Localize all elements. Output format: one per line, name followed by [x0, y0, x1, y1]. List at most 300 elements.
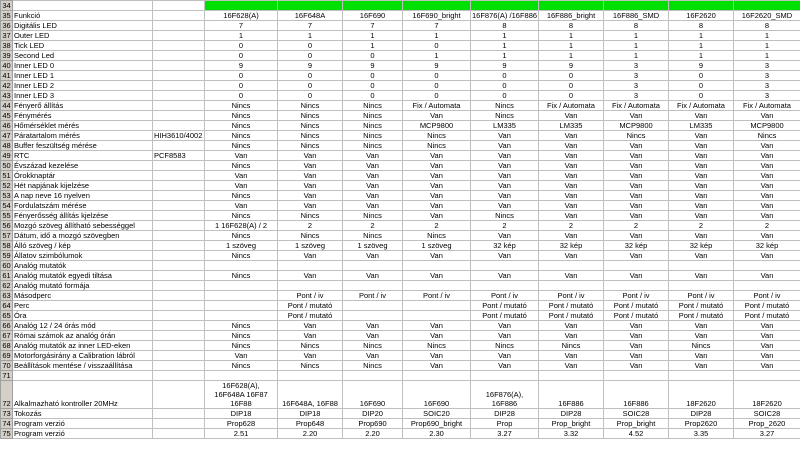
table-cell[interactable]: MCP9800	[734, 121, 800, 131]
table-cell[interactable]: Nincs	[734, 131, 800, 141]
row-header[interactable]: 53	[2, 191, 11, 200]
table-cell[interactable]: Nincs	[278, 211, 343, 221]
table-cell[interactable]: Van	[669, 361, 734, 371]
table-cell[interactable]: Van	[669, 351, 734, 361]
table-cell[interactable]: Van	[604, 351, 669, 361]
table-cell[interactable]: 0	[205, 91, 278, 101]
row-header[interactable]: 67	[2, 331, 11, 340]
table-cell[interactable]: 2.20	[343, 429, 403, 439]
row-header[interactable]: 38	[2, 41, 11, 50]
table-cell[interactable]: SOIC28	[604, 409, 669, 419]
table-cell[interactable]: 0	[205, 51, 278, 61]
table-cell[interactable]: Van	[343, 201, 403, 211]
table-cell[interactable]: 0	[278, 91, 343, 101]
table-cell[interactable]: Van	[604, 111, 669, 121]
row-label-cell[interactable]: RTC	[13, 151, 153, 161]
table-cell[interactable]: 0	[471, 81, 539, 91]
table-cell[interactable]: Nincs	[539, 341, 604, 351]
table-cell[interactable]: Van	[604, 211, 669, 221]
table-cell[interactable]: Pont / iv	[403, 291, 471, 301]
table-cell[interactable]: Van	[734, 191, 800, 201]
table-cell[interactable]: 0	[403, 81, 471, 91]
note-cell[interactable]	[153, 321, 205, 331]
table-cell[interactable]: 3	[734, 61, 800, 71]
table-cell[interactable]: Van	[669, 171, 734, 181]
table-cell[interactable]: 1	[403, 51, 471, 61]
table-cell[interactable]: 1	[539, 51, 604, 61]
table-cell[interactable]	[205, 291, 278, 301]
table-cell[interactable]: Van	[343, 331, 403, 341]
table-cell[interactable]: Van	[539, 231, 604, 241]
table-cell[interactable]: DIP28	[471, 409, 539, 419]
note-cell[interactable]	[153, 41, 205, 51]
table-cell[interactable]	[343, 371, 403, 381]
note-cell[interactable]	[153, 91, 205, 101]
table-cell[interactable]: Van	[343, 161, 403, 171]
table-cell[interactable]: Van	[734, 271, 800, 281]
table-cell[interactable]: Pont / mutató	[734, 311, 800, 321]
table-cell[interactable]	[278, 281, 343, 291]
table-cell[interactable]: 16F690_bright	[403, 11, 471, 21]
note-cell[interactable]	[153, 101, 205, 111]
table-cell[interactable]: Van	[471, 191, 539, 201]
table-cell[interactable]: 16F690	[403, 381, 471, 409]
table-cell[interactable]: Van	[403, 191, 471, 201]
table-cell[interactable]: Van	[734, 111, 800, 121]
table-cell[interactable]: Nincs	[205, 331, 278, 341]
table-cell[interactable]: 0	[539, 71, 604, 81]
row-label-cell[interactable]: Másodperc	[13, 291, 153, 301]
row-header[interactable]: 66	[2, 321, 11, 330]
table-cell[interactable]: Fix / Automata	[539, 101, 604, 111]
table-cell[interactable]: 18F2620	[669, 381, 734, 409]
table-cell[interactable]: Van	[205, 351, 278, 361]
table-cell[interactable]: Van	[278, 251, 343, 261]
table-cell[interactable]: Van	[403, 181, 471, 191]
note-cell[interactable]	[153, 351, 205, 361]
row-header[interactable]: 74	[2, 419, 11, 428]
table-cell[interactable]: Van	[604, 361, 669, 371]
table-cell[interactable]: Nincs	[205, 271, 278, 281]
table-cell[interactable]: Nincs	[278, 341, 343, 351]
row-header[interactable]: 39	[2, 51, 11, 60]
table-cell[interactable]: 7	[343, 21, 403, 31]
table-cell[interactable]: Van	[669, 141, 734, 151]
table-cell[interactable]: Nincs	[205, 231, 278, 241]
table-cell[interactable]: Van	[278, 151, 343, 161]
table-cell[interactable]: Nincs	[343, 101, 403, 111]
table-cell[interactable]: Van	[471, 361, 539, 371]
table-cell[interactable]: Nincs	[471, 111, 539, 121]
table-cell[interactable]: Pont / iv	[471, 291, 539, 301]
row-header[interactable]: 70	[2, 361, 11, 370]
row-header[interactable]: 49	[2, 151, 11, 160]
table-cell[interactable]	[278, 1, 343, 11]
table-cell[interactable]: Nincs	[343, 361, 403, 371]
row-label-cell[interactable]: Fényerősség állítás kjelzése	[13, 211, 153, 221]
table-cell[interactable]: Van	[734, 201, 800, 211]
table-cell[interactable]: 1	[669, 41, 734, 51]
row-label-cell[interactable]: Dátum, idő a mozgó szövegben	[13, 231, 153, 241]
table-cell[interactable]: 0	[205, 81, 278, 91]
table-cell[interactable]: Van	[205, 181, 278, 191]
table-cell[interactable]: 3	[604, 81, 669, 91]
row-header[interactable]: 60	[2, 261, 11, 270]
table-cell[interactable]: Van	[471, 251, 539, 261]
table-cell[interactable]: Van	[403, 331, 471, 341]
table-cell[interactable]: Nincs	[669, 341, 734, 351]
table-cell[interactable]: 1	[734, 51, 800, 61]
table-cell[interactable]: Nincs	[205, 361, 278, 371]
table-cell[interactable]: Van	[343, 181, 403, 191]
table-cell[interactable]: 3	[734, 71, 800, 81]
table-cell[interactable]: Van	[539, 161, 604, 171]
row-label-cell[interactable]: Óra	[13, 311, 153, 321]
table-cell[interactable]: Nincs	[343, 341, 403, 351]
table-cell[interactable]: 0	[278, 41, 343, 51]
table-cell[interactable]: 2	[604, 221, 669, 231]
table-cell[interactable]	[343, 261, 403, 271]
table-cell[interactable]: Van	[403, 361, 471, 371]
table-cell[interactable]: Van	[734, 141, 800, 151]
table-cell[interactable]: 3	[604, 71, 669, 81]
table-cell[interactable]	[403, 301, 471, 311]
table-cell[interactable]: Van	[669, 321, 734, 331]
table-cell[interactable]: 3.35	[669, 429, 734, 439]
table-cell[interactable]: Van	[403, 211, 471, 221]
table-cell[interactable]: Van	[403, 351, 471, 361]
table-cell[interactable]: DIP20	[343, 409, 403, 419]
table-cell[interactable]	[403, 1, 471, 11]
table-cell[interactable]	[205, 301, 278, 311]
table-cell[interactable]: Van	[471, 141, 539, 151]
table-cell[interactable]: Van	[539, 351, 604, 361]
table-cell[interactable]: 1	[205, 31, 278, 41]
row-label-cell[interactable]: Évszázad kezelése	[13, 161, 153, 171]
table-cell[interactable]: Van	[604, 331, 669, 341]
table-cell[interactable]: 16F2620	[669, 11, 734, 21]
table-cell[interactable]: DIP28	[539, 409, 604, 419]
note-cell[interactable]	[153, 51, 205, 61]
table-cell[interactable]	[539, 371, 604, 381]
table-cell[interactable]	[604, 281, 669, 291]
table-cell[interactable]: MCP9800	[604, 121, 669, 131]
table-cell[interactable]: Nincs	[343, 111, 403, 121]
row-header[interactable]: 35	[2, 11, 11, 20]
row-label-cell[interactable]: Funkció	[13, 11, 153, 21]
table-cell[interactable]: Nincs	[471, 341, 539, 351]
table-cell[interactable]: Van	[403, 171, 471, 181]
row-header[interactable]: 65	[2, 311, 11, 320]
table-cell[interactable]: 0	[343, 91, 403, 101]
table-cell[interactable]: Van	[734, 331, 800, 341]
table-cell[interactable]: 1 16F628(A) / 2	[205, 221, 278, 231]
table-cell[interactable]	[343, 311, 403, 321]
note-cell[interactable]	[153, 61, 205, 71]
table-cell[interactable]: Nincs	[471, 211, 539, 221]
table-cell[interactable]: 1	[471, 41, 539, 51]
table-cell[interactable]: Van	[539, 201, 604, 211]
table-cell[interactable]: DIP28	[669, 409, 734, 419]
row-label-cell[interactable]: Álló szöveg / kép	[13, 241, 153, 251]
row-header[interactable]: 47	[2, 131, 11, 140]
table-cell[interactable]	[734, 371, 800, 381]
table-cell[interactable]: 2	[403, 221, 471, 231]
table-cell[interactable]: Pont / mutató	[669, 311, 734, 321]
table-cell[interactable]: Pont / iv	[604, 291, 669, 301]
table-cell[interactable]	[669, 281, 734, 291]
note-cell[interactable]	[153, 31, 205, 41]
table-cell[interactable]: Van	[539, 111, 604, 121]
note-cell[interactable]	[153, 261, 205, 271]
table-cell[interactable]	[539, 281, 604, 291]
table-cell[interactable]	[343, 301, 403, 311]
table-cell[interactable]: Van	[539, 181, 604, 191]
table-cell[interactable]: 16F886	[539, 381, 604, 409]
table-cell[interactable]: 8	[734, 21, 800, 31]
table-cell[interactable]: Nincs	[205, 191, 278, 201]
table-cell[interactable]: 0	[403, 41, 471, 51]
note-cell[interactable]	[153, 301, 205, 311]
table-cell[interactable]	[539, 1, 604, 11]
row-header[interactable]: 51	[2, 171, 11, 180]
table-cell[interactable]: Nincs	[403, 141, 471, 151]
table-cell[interactable]: Van	[403, 161, 471, 171]
table-cell[interactable]: 3	[604, 61, 669, 71]
table-cell[interactable]: Van	[278, 171, 343, 181]
note-cell[interactable]	[153, 361, 205, 371]
table-cell[interactable]: Van	[604, 151, 669, 161]
row-header[interactable]: 62	[2, 281, 11, 290]
table-cell[interactable]: 3.27	[471, 429, 539, 439]
table-cell[interactable]	[403, 371, 471, 381]
table-cell[interactable]: 2	[669, 221, 734, 231]
row-header[interactable]: 34	[2, 1, 11, 10]
table-cell[interactable]: Van	[734, 231, 800, 241]
table-cell[interactable]: Fix / Automata	[734, 101, 800, 111]
note-cell[interactable]	[153, 241, 205, 251]
table-cell[interactable]: Van	[403, 321, 471, 331]
table-cell[interactable]: Van	[604, 171, 669, 181]
table-cell[interactable]	[403, 311, 471, 321]
table-cell[interactable]	[471, 261, 539, 271]
table-cell[interactable]: 0	[343, 71, 403, 81]
table-cell[interactable]: 8	[604, 21, 669, 31]
table-cell[interactable]: 0	[669, 71, 734, 81]
table-cell[interactable]	[205, 281, 278, 291]
table-cell[interactable]: Nincs	[343, 231, 403, 241]
table-cell[interactable]: Pont / mutató	[669, 301, 734, 311]
table-cell[interactable]: Pont / mutató	[278, 311, 343, 321]
note-cell[interactable]	[153, 181, 205, 191]
row-label-cell[interactable]: Inner LED 3	[13, 91, 153, 101]
table-cell[interactable]: 1	[471, 51, 539, 61]
row-label-cell[interactable]: Beállítások mentése / visszaállítása	[13, 361, 153, 371]
table-cell[interactable]: Van	[278, 271, 343, 281]
table-cell[interactable]: Van	[604, 191, 669, 201]
table-cell[interactable]: Pont / mutató	[539, 301, 604, 311]
table-cell[interactable]: Van	[734, 171, 800, 181]
table-cell[interactable]: Van	[539, 171, 604, 181]
table-cell[interactable]: 16F648A	[278, 11, 343, 21]
table-cell[interactable]: 2.30	[403, 429, 471, 439]
table-cell[interactable]: Van	[278, 331, 343, 341]
note-cell[interactable]	[153, 161, 205, 171]
table-cell[interactable]: Van	[669, 211, 734, 221]
table-cell[interactable]: Nincs	[278, 121, 343, 131]
table-cell[interactable]	[734, 261, 800, 271]
table-cell[interactable]: 0	[278, 81, 343, 91]
table-cell[interactable]: 9	[669, 61, 734, 71]
table-cell[interactable]: Nincs	[278, 131, 343, 141]
table-cell[interactable]: Pont / iv	[734, 291, 800, 301]
row-header[interactable]: 41	[2, 71, 11, 80]
table-cell[interactable]: 1	[604, 51, 669, 61]
table-cell[interactable]: Nincs	[205, 251, 278, 261]
note-cell[interactable]	[153, 371, 205, 381]
table-cell[interactable]: Van	[471, 351, 539, 361]
table-cell[interactable]: 1 szöveg	[403, 241, 471, 251]
note-cell[interactable]	[153, 201, 205, 211]
table-cell[interactable]: Van	[403, 271, 471, 281]
table-cell[interactable]: Van	[734, 161, 800, 171]
table-cell[interactable]: Van	[604, 201, 669, 211]
row-header[interactable]: 56	[2, 221, 11, 230]
table-cell[interactable]: Van	[734, 151, 800, 161]
table-cell[interactable]: 0	[539, 81, 604, 91]
table-cell[interactable]: 0	[278, 71, 343, 81]
row-header[interactable]: 71	[2, 371, 11, 380]
table-cell[interactable]: 7	[205, 21, 278, 31]
table-cell[interactable]: Van	[604, 161, 669, 171]
table-cell[interactable]: Van	[539, 211, 604, 221]
table-cell[interactable]: 2	[471, 221, 539, 231]
row-header[interactable]: 63	[2, 291, 11, 300]
table-cell[interactable]: Van	[205, 201, 278, 211]
table-cell[interactable]: Prop	[471, 419, 539, 429]
table-cell[interactable]: Nincs	[205, 131, 278, 141]
table-cell[interactable]: Van	[205, 151, 278, 161]
note-cell[interactable]	[153, 21, 205, 31]
table-cell[interactable]: Van	[278, 161, 343, 171]
table-cell[interactable]: 9	[403, 61, 471, 71]
table-cell[interactable]	[539, 261, 604, 271]
table-cell[interactable]: Van	[539, 321, 604, 331]
table-cell[interactable]: 4.52	[604, 429, 669, 439]
table-cell[interactable]: Nincs	[278, 231, 343, 241]
table-cell[interactable]: Van	[278, 351, 343, 361]
table-cell[interactable]: Van	[539, 251, 604, 261]
table-cell[interactable]	[403, 261, 471, 271]
table-cell[interactable]: SOIC28	[734, 409, 800, 419]
table-cell[interactable]: Van	[278, 181, 343, 191]
row-label-cell[interactable]: Motorforgásirány a Calibration lábról	[13, 351, 153, 361]
note-cell[interactable]	[153, 81, 205, 91]
table-cell[interactable]: Van	[669, 231, 734, 241]
note-cell[interactable]	[153, 1, 205, 11]
note-cell[interactable]	[153, 331, 205, 341]
table-cell[interactable]: Van	[471, 201, 539, 211]
table-cell[interactable]: Pont / mutató	[539, 311, 604, 321]
row-label-cell[interactable]: Analóg mutatók az inner LED-eken	[13, 341, 153, 351]
table-cell[interactable]: Van	[669, 191, 734, 201]
row-label-cell[interactable]: Tokozás	[13, 409, 153, 419]
table-cell[interactable]: 9	[205, 61, 278, 71]
row-header[interactable]: 50	[2, 161, 11, 170]
row-header[interactable]: 44	[2, 101, 11, 110]
table-cell[interactable]: Nincs	[205, 321, 278, 331]
table-cell[interactable]: 3	[734, 91, 800, 101]
table-cell[interactable]: Van	[539, 331, 604, 341]
row-label-cell[interactable]: Inner LED 1	[13, 71, 153, 81]
table-cell[interactable]: Van	[604, 251, 669, 261]
table-cell[interactable]: 16F886_bright	[539, 11, 604, 21]
table-cell[interactable]: Van	[669, 181, 734, 191]
row-label-cell[interactable]: Római számok az analóg órán	[13, 331, 153, 341]
table-cell[interactable]	[471, 1, 539, 11]
row-header[interactable]: 36	[2, 21, 11, 30]
note-cell[interactable]	[153, 381, 205, 409]
table-cell[interactable]: Nincs	[403, 341, 471, 351]
table-cell[interactable]: Nincs	[471, 101, 539, 111]
table-cell[interactable]: Fix / Automata	[604, 101, 669, 111]
table-cell[interactable]: Van	[669, 151, 734, 161]
row-header[interactable]: 37	[2, 31, 11, 40]
table-cell[interactable]	[471, 371, 539, 381]
table-cell[interactable]: Van	[604, 231, 669, 241]
table-cell[interactable]: Prop_bright	[539, 419, 604, 429]
table-cell[interactable]: 2.51	[205, 429, 278, 439]
table-cell[interactable]: 0	[205, 71, 278, 81]
row-label-cell[interactable]: Program verzió	[13, 429, 153, 439]
table-cell[interactable]: DIP18	[278, 409, 343, 419]
table-cell[interactable]: 1	[343, 31, 403, 41]
table-cell[interactable]: Van	[471, 271, 539, 281]
note-cell[interactable]	[153, 211, 205, 221]
table-cell[interactable]: 7	[278, 21, 343, 31]
table-cell[interactable]: Nincs	[205, 101, 278, 111]
note-cell[interactable]	[153, 121, 205, 131]
table-cell[interactable]: LM335	[669, 121, 734, 131]
table-cell[interactable]: Nincs	[205, 211, 278, 221]
table-cell[interactable]: 3	[734, 81, 800, 91]
table-cell[interactable]: 0	[343, 81, 403, 91]
table-cell[interactable]: Van	[539, 191, 604, 201]
note-cell[interactable]	[153, 231, 205, 241]
table-cell[interactable]: 1	[471, 31, 539, 41]
row-label-cell[interactable]	[13, 371, 153, 381]
table-cell[interactable]: 16F876(A), 16F886	[471, 381, 539, 409]
table-cell[interactable]: Nincs	[278, 361, 343, 371]
table-cell[interactable]: 1 szöveg	[343, 241, 403, 251]
table-cell[interactable]: 0	[669, 81, 734, 91]
row-header[interactable]: 61	[2, 271, 11, 280]
note-cell[interactable]	[153, 111, 205, 121]
table-cell[interactable]: Fix / Automata	[669, 101, 734, 111]
table-cell[interactable]: 1 szöveg	[278, 241, 343, 251]
row-label-cell[interactable]: Alkalmazható kontroller 20MHz	[13, 381, 153, 409]
table-cell[interactable]: 1 szöveg	[205, 241, 278, 251]
table-cell[interactable]: 9	[471, 61, 539, 71]
table-cell[interactable]: 1	[539, 41, 604, 51]
table-cell[interactable]: 16F876(A) /16F886	[472, 11, 538, 20]
row-label-cell[interactable]: Buffer feszültség mérése	[13, 141, 153, 151]
table-cell[interactable]: Van	[669, 131, 734, 141]
table-cell[interactable]: Nincs	[278, 141, 343, 151]
row-label-cell[interactable]: Mozgó szöveg állítható sebességgel	[13, 221, 153, 231]
table-cell[interactable]: Van	[604, 271, 669, 281]
row-header[interactable]: 48	[2, 141, 11, 150]
